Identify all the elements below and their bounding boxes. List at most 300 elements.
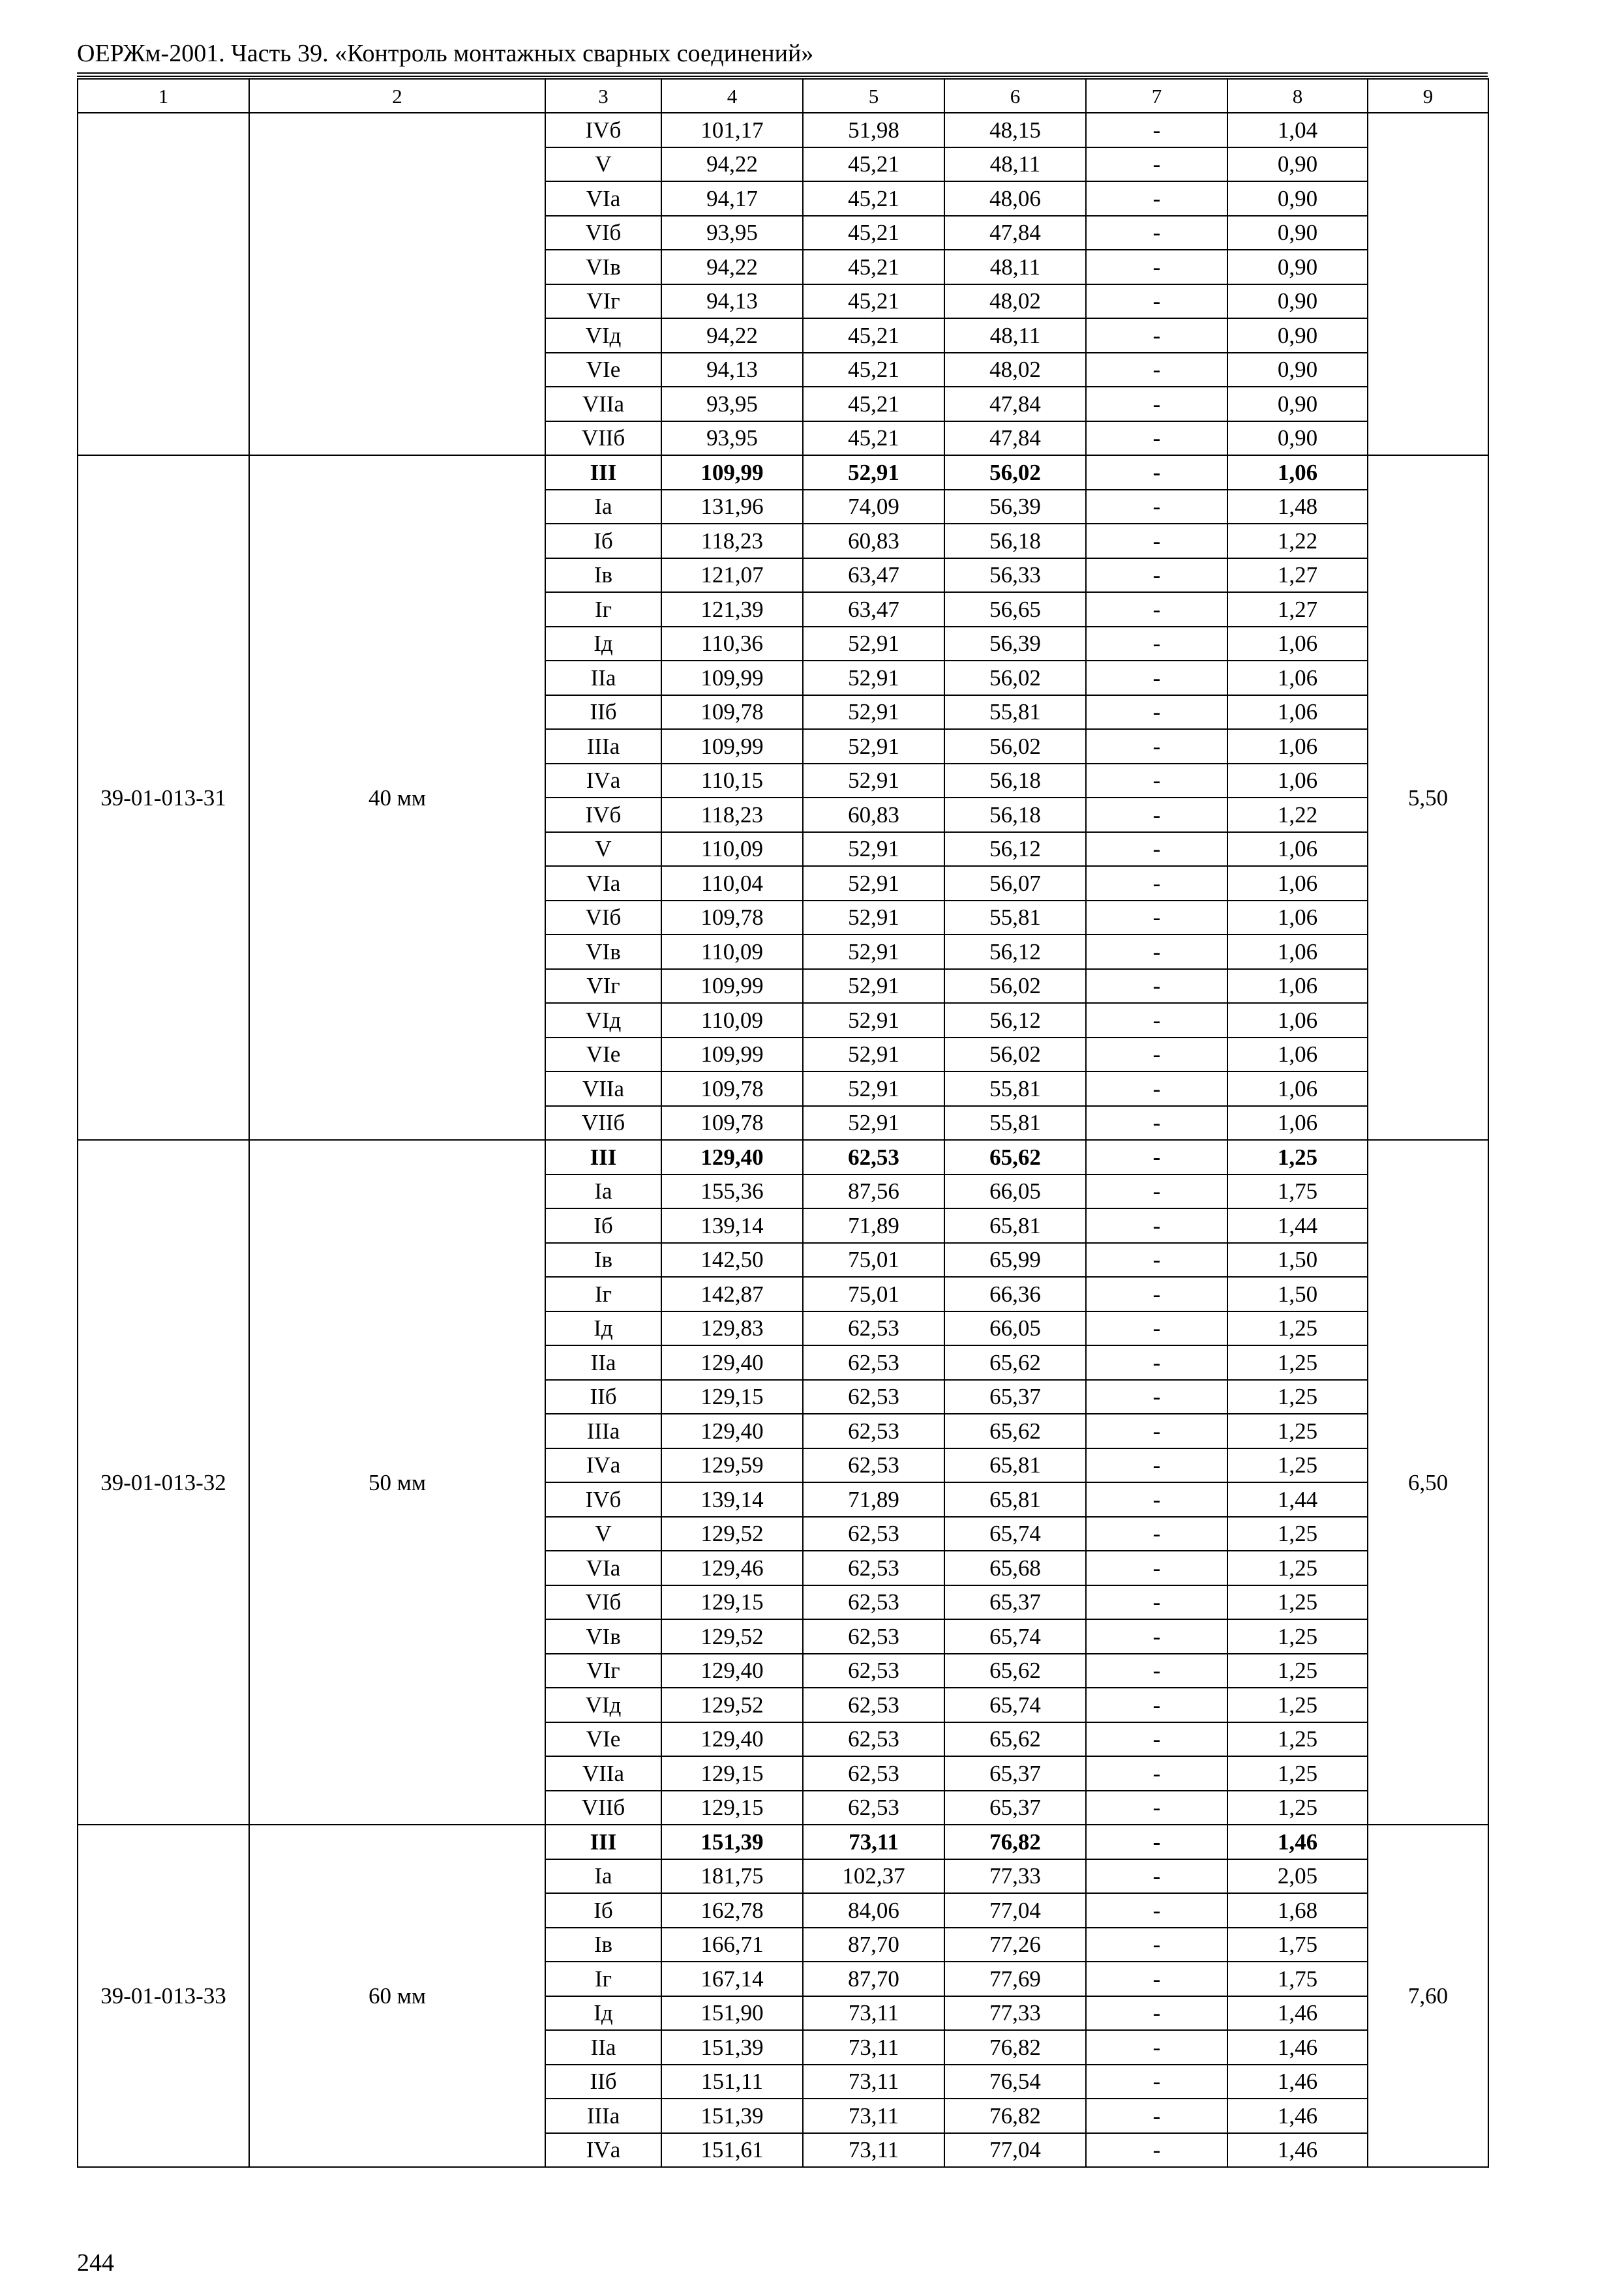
total-cost: 93,95 xyxy=(661,421,803,456)
materials-cost: - xyxy=(1086,1791,1227,1825)
labor-hours: 1,06 xyxy=(1227,1071,1368,1106)
total-cost: 129,83 xyxy=(661,1311,803,1346)
machine-cost: 77,04 xyxy=(944,2133,1086,2168)
labor-hours: 1,25 xyxy=(1227,1756,1368,1791)
labor-cost: 52,91 xyxy=(803,661,944,695)
labor-cost: 62,53 xyxy=(803,1380,944,1414)
total-cost: 129,40 xyxy=(661,1414,803,1448)
weld-category: VIв xyxy=(545,935,661,969)
labor-hours: 0,90 xyxy=(1227,353,1368,387)
labor-cost: 51,98 xyxy=(803,113,944,147)
labor-hours: 1,44 xyxy=(1227,1208,1368,1243)
total-cost: 109,78 xyxy=(661,695,803,730)
weld-category: III xyxy=(545,1140,661,1174)
total-cost: 118,23 xyxy=(661,798,803,832)
machine-cost: 56,18 xyxy=(944,798,1086,832)
total-cost: 94,13 xyxy=(661,284,803,319)
weld-category: Iб xyxy=(545,1208,661,1243)
weld-category: IIIа xyxy=(545,729,661,764)
materials-cost: - xyxy=(1086,661,1227,695)
machine-cost: 65,62 xyxy=(944,1414,1086,1448)
total-cost: 129,40 xyxy=(661,1140,803,1174)
table-row xyxy=(78,1825,1488,1859)
labor-cost: 45,21 xyxy=(803,353,944,387)
weld-category: VIIб xyxy=(545,1791,661,1825)
weld-category: Iв xyxy=(545,1928,661,1962)
materials-cost: - xyxy=(1086,455,1227,490)
materials-cost: - xyxy=(1086,866,1227,901)
labor-hours: 1,75 xyxy=(1227,1174,1368,1209)
labor-cost: 62,53 xyxy=(803,1517,944,1551)
labor-cost: 52,91 xyxy=(803,455,944,490)
total-cost: 101,17 xyxy=(661,113,803,147)
labor-hours: 1,25 xyxy=(1227,1140,1368,1174)
total-cost: 109,78 xyxy=(661,901,803,935)
weld-category: Iв xyxy=(545,1243,661,1278)
labor-cost: 62,53 xyxy=(803,1448,944,1483)
total-cost: 129,15 xyxy=(661,1791,803,1825)
machine-cost: 55,81 xyxy=(944,695,1086,730)
pipe-diameter: 40 мм xyxy=(249,455,545,1140)
labor-hours: 1,25 xyxy=(1227,1722,1368,1757)
labor-cost: 62,53 xyxy=(803,1756,944,1791)
machine-cost: 55,81 xyxy=(944,1106,1086,1141)
total-cost: 129,46 xyxy=(661,1551,803,1585)
total-cost: 94,22 xyxy=(661,318,803,353)
materials-cost: - xyxy=(1086,2133,1227,2168)
machine-cost: 77,04 xyxy=(944,1893,1086,1928)
labor-hours: 1,25 xyxy=(1227,1791,1368,1825)
total-cost: 118,23 xyxy=(661,524,803,558)
labor-hours: 1,25 xyxy=(1227,1517,1368,1551)
materials-cost: - xyxy=(1086,935,1227,969)
weld-category: VIа xyxy=(545,866,661,901)
weld-category: Iв xyxy=(545,558,661,593)
materials-cost: - xyxy=(1086,627,1227,661)
weld-category: IVа xyxy=(545,764,661,798)
table-row xyxy=(78,1140,1488,1174)
machine-cost: 77,69 xyxy=(944,1962,1086,1996)
labor-hours: 1,46 xyxy=(1227,1996,1368,2031)
labor-cost: 52,91 xyxy=(803,695,944,730)
machine-cost: 56,39 xyxy=(944,627,1086,661)
machine-cost: 48,02 xyxy=(944,284,1086,319)
weld-category: VIе xyxy=(545,1722,661,1757)
machine-cost: 65,81 xyxy=(944,1482,1086,1517)
machine-cost: 65,81 xyxy=(944,1208,1086,1243)
materials-cost: - xyxy=(1086,1551,1227,1585)
labor-hours: 1,06 xyxy=(1227,1038,1368,1072)
weld-category: V xyxy=(545,147,661,182)
weld-category: IVб xyxy=(545,1482,661,1517)
machine-cost: 56,02 xyxy=(944,661,1086,695)
labor-cost: 52,91 xyxy=(803,866,944,901)
labor-cost: 62,53 xyxy=(803,1140,944,1174)
materials-cost: - xyxy=(1086,1722,1227,1757)
materials-cost: - xyxy=(1086,2099,1227,2133)
labor-cost: 52,91 xyxy=(803,729,944,764)
table-body xyxy=(78,113,1488,2167)
labor-cost: 45,21 xyxy=(803,387,944,421)
machine-cost: 76,82 xyxy=(944,2030,1086,2065)
machine-cost: 56,33 xyxy=(944,558,1086,593)
materials-cost: - xyxy=(1086,1996,1227,2031)
total-cost: 109,99 xyxy=(661,729,803,764)
machine-cost: 48,06 xyxy=(944,181,1086,216)
machine-cost: 66,05 xyxy=(944,1174,1086,1209)
weld-category: VIIа xyxy=(545,1756,661,1791)
materials-cost: - xyxy=(1086,695,1227,730)
total-cost: 94,17 xyxy=(661,181,803,216)
machine-cost: 55,81 xyxy=(944,901,1086,935)
weld-category: IIIа xyxy=(545,1414,661,1448)
weld-category: III xyxy=(545,455,661,490)
materials-cost: - xyxy=(1086,318,1227,353)
labor-cost: 71,89 xyxy=(803,1208,944,1243)
labor-hours: 1,46 xyxy=(1227,1825,1368,1859)
materials-cost: - xyxy=(1086,353,1227,387)
table-row xyxy=(78,113,1488,147)
weld-category: Iд xyxy=(545,1996,661,2031)
labor-hours: 1,50 xyxy=(1227,1277,1368,1311)
materials-cost: - xyxy=(1086,798,1227,832)
total-cost: 110,04 xyxy=(661,866,803,901)
machine-cost: 56,18 xyxy=(944,524,1086,558)
labor-hours: 1,75 xyxy=(1227,1928,1368,1962)
materials-cost: - xyxy=(1086,1448,1227,1483)
weld-category: VIв xyxy=(545,1619,661,1654)
labor-cost: 62,53 xyxy=(803,1414,944,1448)
machine-cost: 56,39 xyxy=(944,490,1086,524)
weld-category: IVа xyxy=(545,2133,661,2168)
labor-cost: 52,91 xyxy=(803,1106,944,1141)
header-rule xyxy=(77,72,1488,74)
materials-cost: - xyxy=(1086,558,1227,593)
labor-hours: 1,06 xyxy=(1227,1106,1368,1141)
total-cost: 162,78 xyxy=(661,1893,803,1928)
labor-cost: 60,83 xyxy=(803,798,944,832)
column-number: 4 xyxy=(661,79,803,113)
materials-cost: - xyxy=(1086,181,1227,216)
total-cost: 166,71 xyxy=(661,1928,803,1962)
labor-cost: 52,91 xyxy=(803,969,944,1004)
labor-cost: 52,91 xyxy=(803,935,944,969)
labor-hours: 1,06 xyxy=(1227,764,1368,798)
weld-category: Iб xyxy=(545,524,661,558)
materials-cost: - xyxy=(1086,1482,1227,1517)
machine-cost: 65,74 xyxy=(944,1619,1086,1654)
machine-cost: 56,12 xyxy=(944,832,1086,867)
weld-category: Iг xyxy=(545,592,661,627)
labor-cost: 52,91 xyxy=(803,832,944,867)
labor-hours: 1,46 xyxy=(1227,2065,1368,2099)
total-cost: 129,52 xyxy=(661,1517,803,1551)
labor-cost: 52,91 xyxy=(803,1003,944,1038)
machine-cost: 65,81 xyxy=(944,1448,1086,1483)
weld-category: IIа xyxy=(545,1345,661,1380)
weld-category: Iа xyxy=(545,1859,661,1894)
labor-hours: 1,25 xyxy=(1227,1345,1368,1380)
materials-cost: - xyxy=(1086,1517,1227,1551)
materials-cost: - xyxy=(1086,113,1227,147)
materials-cost: - xyxy=(1086,901,1227,935)
labor-hours: 0,90 xyxy=(1227,147,1368,182)
materials-cost: - xyxy=(1086,1825,1227,1859)
total-cost: 151,39 xyxy=(661,1825,803,1859)
materials-cost: - xyxy=(1086,1071,1227,1106)
total-cost: 129,40 xyxy=(661,1722,803,1757)
materials-cost: - xyxy=(1086,1962,1227,1996)
weld-category: IVа xyxy=(545,1448,661,1483)
total-cost: 181,75 xyxy=(661,1859,803,1894)
labor-hours: 1,06 xyxy=(1227,935,1368,969)
labor-hours: 2,05 xyxy=(1227,1859,1368,1894)
labor-hours: 1,06 xyxy=(1227,866,1368,901)
weld-category: VIб xyxy=(545,216,661,250)
labor-hours: 0,90 xyxy=(1227,216,1368,250)
labor-cost: 45,21 xyxy=(803,147,944,182)
labor-cost: 87,70 xyxy=(803,1962,944,1996)
pipe-diameter xyxy=(249,113,545,455)
table-header xyxy=(78,79,1488,113)
weld-category: VIа xyxy=(545,181,661,216)
labor-hours: 1,06 xyxy=(1227,832,1368,867)
machine-cost: 65,37 xyxy=(944,1585,1086,1620)
weld-category: VIд xyxy=(545,1003,661,1038)
labor-hours: 1,25 xyxy=(1227,1311,1368,1346)
table-row xyxy=(78,455,1488,490)
machine-cost: 56,12 xyxy=(944,935,1086,969)
labor-cost: 62,53 xyxy=(803,1722,944,1757)
labor-hours: 0,90 xyxy=(1227,250,1368,284)
weld-category: IIа xyxy=(545,661,661,695)
labor-cost: 62,53 xyxy=(803,1619,944,1654)
materials-cost: - xyxy=(1086,1345,1227,1380)
machine-cost: 56,02 xyxy=(944,455,1086,490)
labor-hours: 1,25 xyxy=(1227,1551,1368,1585)
labor-cost: 52,91 xyxy=(803,627,944,661)
materials-cost: - xyxy=(1086,284,1227,319)
labor-cost: 73,11 xyxy=(803,2030,944,2065)
labor-hours: 1,68 xyxy=(1227,1893,1368,1928)
total-cost: 142,50 xyxy=(661,1243,803,1278)
page-header: ОЕРЖм-2001. Часть 39. «Контроль монтажных сварных соединений» xyxy=(77,40,814,67)
total-cost: 94,22 xyxy=(661,147,803,182)
labor-cost: 87,70 xyxy=(803,1928,944,1962)
labor-cost: 62,53 xyxy=(803,1585,944,1620)
total-cost: 109,99 xyxy=(661,969,803,1004)
labor-hours: 1,25 xyxy=(1227,1380,1368,1414)
machine-cost: 66,36 xyxy=(944,1277,1086,1311)
machine-cost: 47,84 xyxy=(944,387,1086,421)
weld-category: VIа xyxy=(545,1551,661,1585)
machine-cost: 65,37 xyxy=(944,1380,1086,1414)
labor-hours: 1,22 xyxy=(1227,524,1368,558)
labor-hours: 1,06 xyxy=(1227,627,1368,661)
machine-cost: 56,12 xyxy=(944,1003,1086,1038)
materials-cost: - xyxy=(1086,1208,1227,1243)
labor-cost: 45,21 xyxy=(803,284,944,319)
machine-cost: 56,02 xyxy=(944,1038,1086,1072)
machine-cost: 65,37 xyxy=(944,1756,1086,1791)
materials-cost: - xyxy=(1086,1243,1227,1278)
labor-cost: 60,83 xyxy=(803,524,944,558)
labor-cost: 75,01 xyxy=(803,1277,944,1311)
weld-category: Iб xyxy=(545,1893,661,1928)
labor-hours: 1,44 xyxy=(1227,1482,1368,1517)
pipe-diameter: 60 мм xyxy=(249,1825,545,2167)
materials-cost: - xyxy=(1086,969,1227,1004)
machine-cost: 56,02 xyxy=(944,969,1086,1004)
labor-hours: 1,27 xyxy=(1227,592,1368,627)
weld-category: VIIа xyxy=(545,387,661,421)
materials-cost: - xyxy=(1086,1756,1227,1791)
machine-cost: 48,11 xyxy=(944,147,1086,182)
labor-hours: 1,50 xyxy=(1227,1243,1368,1278)
total-cost: 151,39 xyxy=(661,2099,803,2133)
total-cost: 109,78 xyxy=(661,1071,803,1106)
machine-cost: 65,37 xyxy=(944,1791,1086,1825)
materials-cost: - xyxy=(1086,1928,1227,1962)
labor-hours: 1,25 xyxy=(1227,1448,1368,1483)
total-cost: 155,36 xyxy=(661,1174,803,1209)
weld-category: VIв xyxy=(545,250,661,284)
materials-cost: - xyxy=(1086,1414,1227,1448)
labor-cost: 73,11 xyxy=(803,1825,944,1859)
total-cost: 129,40 xyxy=(661,1654,803,1688)
materials-cost: - xyxy=(1086,592,1227,627)
total-cost: 110,09 xyxy=(661,935,803,969)
materials-cost: - xyxy=(1086,147,1227,182)
materials-cost: - xyxy=(1086,1654,1227,1688)
machine-cost: 56,65 xyxy=(944,592,1086,627)
materials-cost: - xyxy=(1086,1380,1227,1414)
total-cost: 94,22 xyxy=(661,250,803,284)
machine-cost: 65,68 xyxy=(944,1551,1086,1585)
materials-cost: - xyxy=(1086,1140,1227,1174)
labor-cost: 45,21 xyxy=(803,216,944,250)
weld-category: Iг xyxy=(545,1277,661,1311)
materials-cost: - xyxy=(1086,1619,1227,1654)
machine-cost: 56,18 xyxy=(944,764,1086,798)
column-number: 2 xyxy=(249,79,545,113)
machine-cost: 77,26 xyxy=(944,1928,1086,1962)
materials-cost: - xyxy=(1086,524,1227,558)
labor-cost: 102,37 xyxy=(803,1859,944,1894)
materials-cost: - xyxy=(1086,387,1227,421)
weld-category: IIб xyxy=(545,1380,661,1414)
unit-price: 6,50 xyxy=(1368,1140,1488,1825)
weld-category: III xyxy=(545,1825,661,1859)
labor-hours: 1,46 xyxy=(1227,2099,1368,2133)
labor-hours: 0,90 xyxy=(1227,387,1368,421)
materials-cost: - xyxy=(1086,250,1227,284)
header-rule xyxy=(77,76,1488,77)
rates-table xyxy=(77,78,1489,2168)
machine-cost: 66,05 xyxy=(944,1311,1086,1346)
machine-cost: 65,74 xyxy=(944,1688,1086,1722)
materials-cost: - xyxy=(1086,1106,1227,1141)
labor-hours: 1,46 xyxy=(1227,2133,1368,2168)
labor-hours: 1,06 xyxy=(1227,969,1368,1004)
column-number: 1 xyxy=(78,79,249,113)
labor-hours: 1,25 xyxy=(1227,1414,1368,1448)
materials-cost: - xyxy=(1086,1859,1227,1894)
materials-cost: - xyxy=(1086,490,1227,524)
labor-cost: 62,53 xyxy=(803,1654,944,1688)
total-cost: 93,95 xyxy=(661,216,803,250)
rate-code: 39-01-013-32 xyxy=(78,1140,249,1825)
total-cost: 110,36 xyxy=(661,627,803,661)
machine-cost: 56,02 xyxy=(944,729,1086,764)
materials-cost: - xyxy=(1086,729,1227,764)
total-cost: 94,13 xyxy=(661,353,803,387)
rate-code xyxy=(78,113,249,455)
labor-cost: 84,06 xyxy=(803,1893,944,1928)
machine-cost: 56,07 xyxy=(944,866,1086,901)
total-cost: 129,15 xyxy=(661,1585,803,1620)
labor-cost: 62,53 xyxy=(803,1791,944,1825)
weld-category: IIб xyxy=(545,2065,661,2099)
labor-cost: 52,91 xyxy=(803,1071,944,1106)
weld-category: VIIа xyxy=(545,1071,661,1106)
total-cost: 151,11 xyxy=(661,2065,803,2099)
unit-price: 7,60 xyxy=(1368,1825,1488,2167)
machine-cost: 65,62 xyxy=(944,1140,1086,1174)
machine-cost: 48,15 xyxy=(944,113,1086,147)
labor-cost: 52,91 xyxy=(803,1038,944,1072)
unit-price xyxy=(1368,113,1488,455)
labor-cost: 52,91 xyxy=(803,901,944,935)
total-cost: 167,14 xyxy=(661,1962,803,1996)
materials-cost: - xyxy=(1086,764,1227,798)
column-number: 9 xyxy=(1368,79,1488,113)
weld-category: IIб xyxy=(545,695,661,730)
materials-cost: - xyxy=(1086,421,1227,456)
labor-hours: 1,22 xyxy=(1227,798,1368,832)
weld-category: IVб xyxy=(545,798,661,832)
labor-cost: 45,21 xyxy=(803,318,944,353)
labor-hours: 1,06 xyxy=(1227,661,1368,695)
column-number: 5 xyxy=(803,79,944,113)
machine-cost: 76,82 xyxy=(944,2099,1086,2133)
materials-cost: - xyxy=(1086,2030,1227,2065)
labor-hours: 1,75 xyxy=(1227,1962,1368,1996)
column-number: 8 xyxy=(1227,79,1368,113)
labor-cost: 73,11 xyxy=(803,2065,944,2099)
pipe-diameter: 50 мм xyxy=(249,1140,545,1825)
total-cost: 110,09 xyxy=(661,1003,803,1038)
labor-hours: 1,06 xyxy=(1227,1003,1368,1038)
materials-cost: - xyxy=(1086,1585,1227,1620)
labor-cost: 75,01 xyxy=(803,1243,944,1278)
materials-cost: - xyxy=(1086,1277,1227,1311)
labor-cost: 73,11 xyxy=(803,1996,944,2031)
labor-hours: 1,06 xyxy=(1227,901,1368,935)
weld-category: VIб xyxy=(545,1585,661,1620)
page-number: 244 xyxy=(77,2249,114,2277)
weld-category: VIг xyxy=(545,1654,661,1688)
labor-hours: 0,90 xyxy=(1227,318,1368,353)
column-number: 6 xyxy=(944,79,1086,113)
machine-cost: 47,84 xyxy=(944,421,1086,456)
weld-category: VIб xyxy=(545,901,661,935)
weld-category: VIIб xyxy=(545,421,661,456)
total-cost: 151,61 xyxy=(661,2133,803,2168)
weld-category: Iг xyxy=(545,1962,661,1996)
total-cost: 109,99 xyxy=(661,455,803,490)
total-cost: 151,90 xyxy=(661,1996,803,2031)
